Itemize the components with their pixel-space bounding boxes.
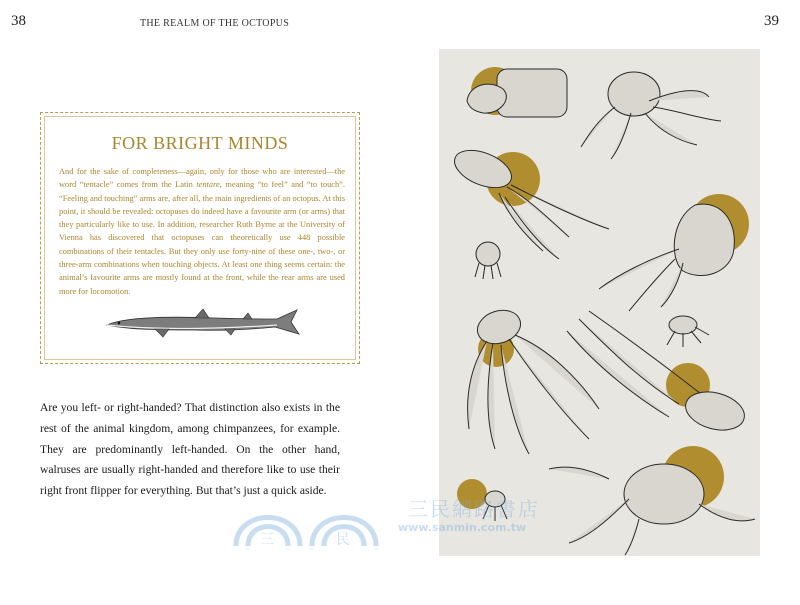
illustration-plate (439, 49, 760, 556)
sidebar-text-italic: tentare (196, 180, 220, 190)
page-number-right: 39 (764, 13, 779, 29)
watermark-logo-char-2: 民 (336, 532, 350, 548)
octopus-illustrations (439, 49, 760, 556)
shark-illustration (105, 307, 301, 341)
watermark-logo (228, 488, 398, 548)
sidebar-text-part-2: , meaning “to feel” and “to touch”. “Feeling and touching” arms are, after all, the main ingredients of an octopus. At this point, it should be revealed: octopuses do indeed have a favourite arm (or arms) that they particularly like to use. In addition, researcher Ruth Byrne at the University of Vienna has discovered that octopuses can theoretically use 448 possible combinations of their tentacles. But they only use forty-nine of these one-, two-, or three-arm combinations when touching objects. At least one thing seems certain: the animal’s favourite arms are mostly found at the front, while the rear arms are used more for locomotion. (59, 180, 345, 296)
watermark (228, 488, 588, 548)
sidebar-box (40, 112, 360, 364)
sidebar-title: FOR BRIGHT MINDS (111, 133, 289, 153)
watermark-text: 三民網路書店 (408, 497, 540, 521)
running-head: THE REALM OF THE OCTOPUS (140, 18, 290, 29)
sidebar-text (59, 165, 345, 298)
body-paragraph: Are you left- or right-handed? That distinction also exists in the rest of the animal kingdom, among chimpanzees, for example. They are predominantly left-handed. On the other hand, walruses are usually right-handed and therefore like to use their right front flipper for everything. But that’s just a quick aside. (40, 401, 340, 498)
watermark-logo-char-1: 三 (260, 532, 274, 548)
page-number-left: 38 (11, 13, 26, 29)
watermark-url: www.sanmin.com.tw (398, 521, 527, 534)
sidebar-text-part-1: And for the sake of completeness—again, only for those who are interested—the word “tentacle” comes from the Latin (59, 167, 345, 190)
